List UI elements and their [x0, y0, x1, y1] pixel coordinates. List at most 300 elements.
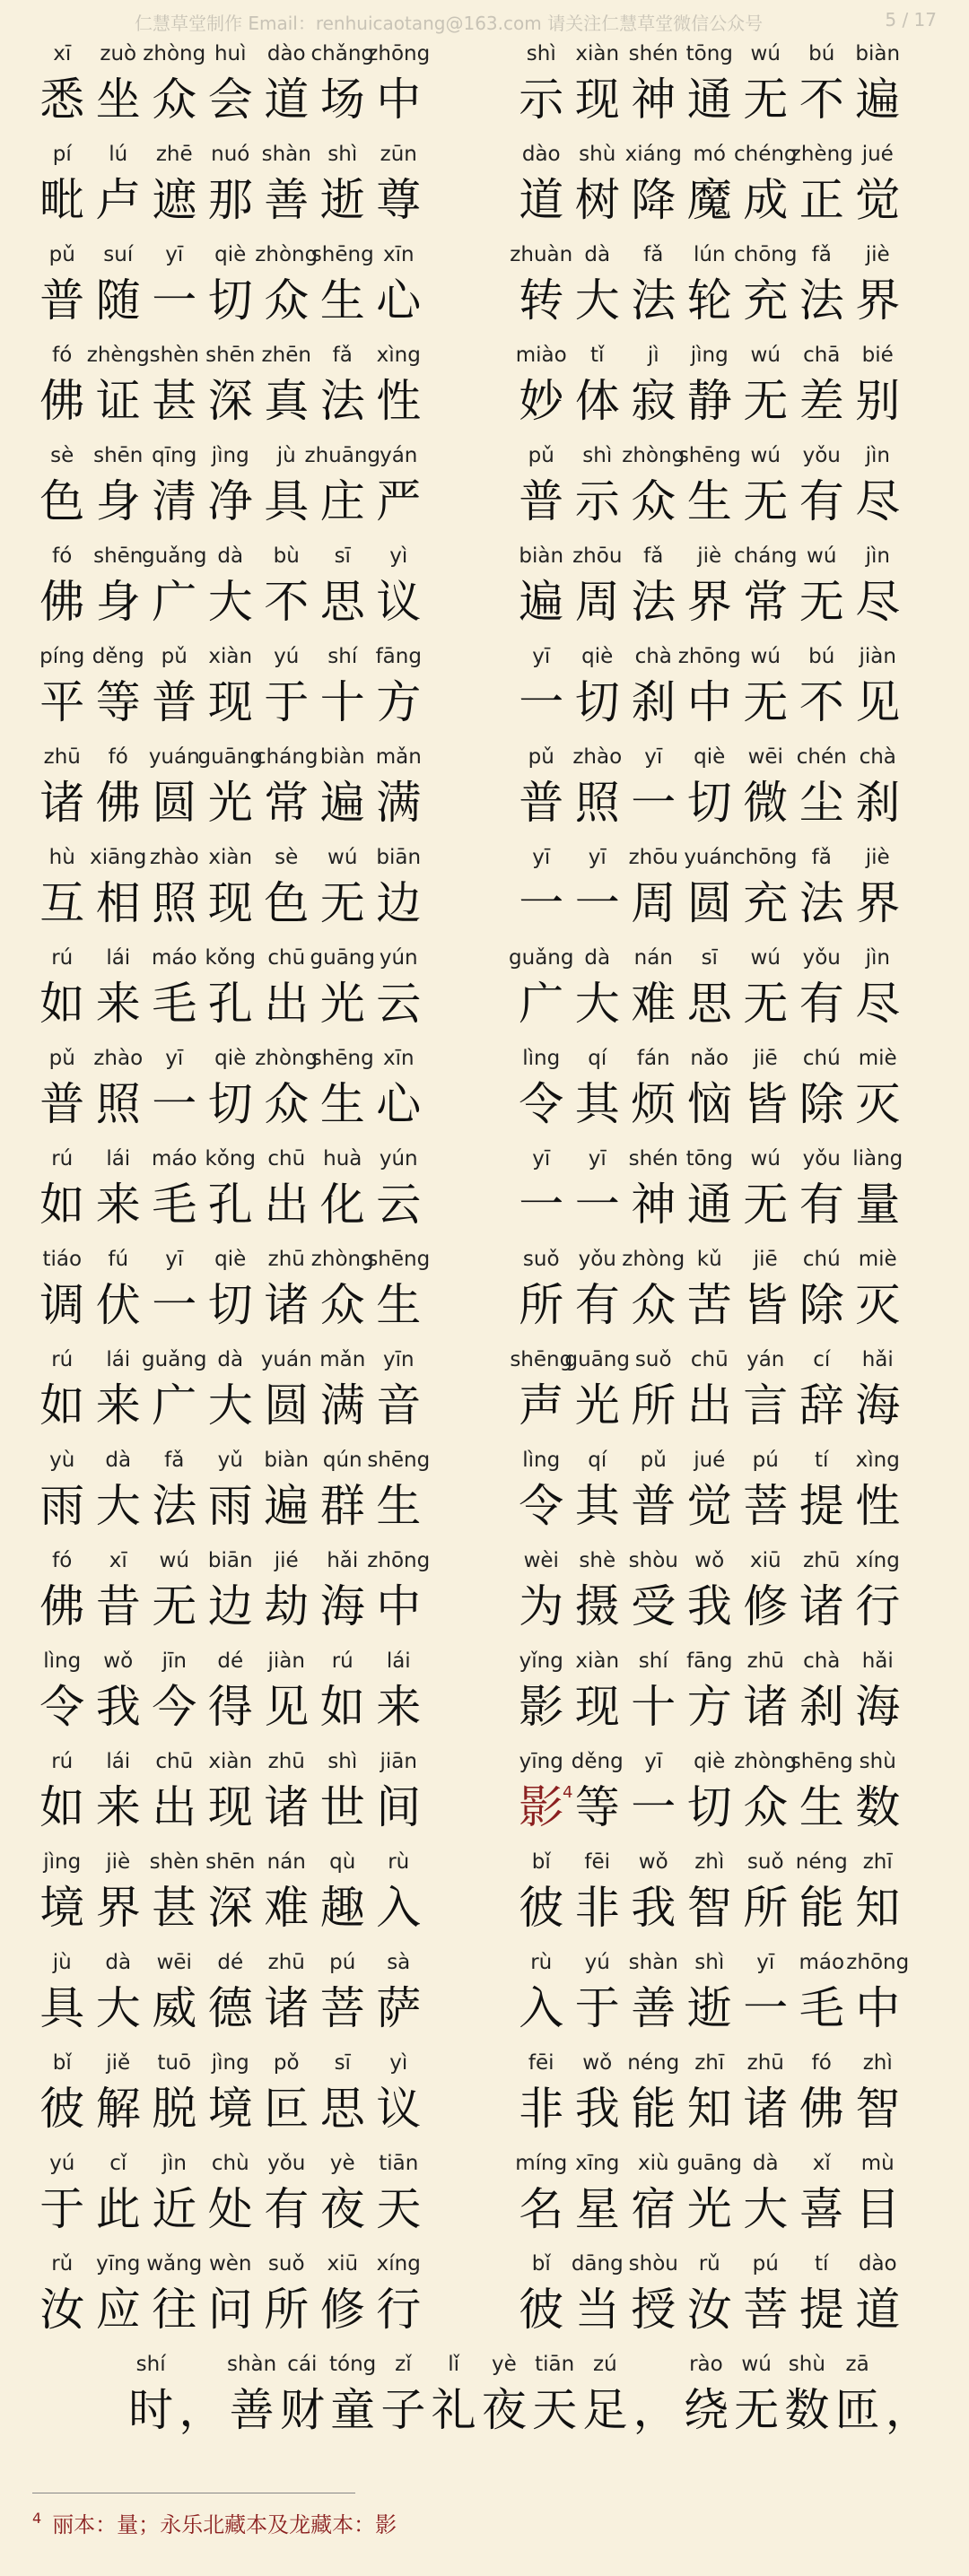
pinyin: xiū — [327, 2252, 359, 2276]
pinyin: shí — [327, 645, 358, 668]
ruby-cell — [794, 2045, 851, 2145]
ruby-cell — [682, 237, 738, 337]
pinyin: qiè — [694, 745, 726, 769]
ruby-cell — [203, 639, 259, 739]
footnote-ref: 4 — [563, 1783, 573, 1802]
pinyin: lǐ — [448, 2353, 460, 2376]
hanzi: 不 — [799, 676, 844, 728]
ruby-cell — [34, 1744, 91, 1844]
pinyin: yǔ — [217, 1449, 243, 1472]
pinyin: lái — [386, 1649, 411, 1673]
verse-line — [513, 438, 962, 538]
hanzi: 刹 — [631, 676, 677, 728]
pinyin: wú — [807, 544, 837, 568]
hanzi: 一 — [631, 1781, 677, 1833]
pinyin: pǒ — [273, 2051, 300, 2075]
ruby-cell — [143, 36, 206, 136]
pinyin: shí — [135, 2353, 166, 2376]
pinyin: guǎng — [509, 946, 574, 970]
ruby-cell — [371, 1844, 427, 1945]
ruby-cell — [371, 1040, 427, 1141]
pinyin: xiàn — [208, 1750, 253, 1773]
hanzi: 天 — [376, 2183, 422, 2235]
hanzi: 具 — [264, 475, 310, 527]
ruby-cell — [738, 1844, 794, 1945]
ruby-cell — [146, 1442, 203, 1543]
ruby-cell — [570, 1040, 626, 1141]
pinyin: qiè — [214, 243, 247, 266]
pinyin: biàn — [319, 745, 365, 769]
hanzi: 趣 — [319, 1882, 365, 1934]
hanzi: 普 — [631, 1480, 677, 1532]
ruby-cell — [682, 1744, 738, 1844]
pinyin: chū — [690, 1348, 729, 1371]
verse-line — [34, 2246, 483, 2346]
verse-line — [513, 1643, 962, 1744]
verse-line — [513, 36, 962, 136]
pinyin: zú — [593, 2353, 617, 2376]
pinyin: jiē — [753, 1047, 778, 1070]
hanzi: 海 — [319, 1580, 365, 1632]
ruby-cell — [738, 1945, 794, 2045]
hanzi: 深 — [207, 375, 253, 427]
ruby-cell — [794, 840, 851, 940]
pinyin: tōng — [685, 42, 733, 65]
hanzi: 一 — [743, 1982, 789, 2034]
ruby-cell — [91, 840, 147, 940]
hanzi: 来 — [95, 1781, 141, 1833]
hanzi: 于 — [574, 1982, 620, 2034]
ruby-cell — [34, 1241, 91, 1342]
ruby-cell — [682, 1241, 738, 1342]
ruby-cell — [34, 438, 91, 538]
ruby-cell — [513, 136, 570, 237]
pinyin: jié — [274, 1549, 299, 1572]
pinyin: chōng — [734, 846, 798, 869]
pinyin: wú — [750, 444, 781, 467]
pinyin: zhōu — [572, 544, 623, 568]
hanzi: 除 — [799, 1279, 844, 1331]
pinyin: wēi — [156, 1951, 192, 1974]
hanzi: 周 — [574, 576, 620, 628]
ruby-cell — [91, 1442, 147, 1543]
hanzi: 宿 — [631, 2183, 677, 2235]
hanzi: 生 — [319, 274, 365, 326]
ruby-cell — [850, 2045, 906, 2145]
pinyin: yī — [532, 645, 551, 668]
pinyin: chū — [155, 1750, 194, 1773]
hanzi: 昔 — [95, 1580, 141, 1632]
hanzi: ， — [885, 2384, 930, 2436]
ruby-cell — [625, 136, 682, 237]
ruby-cell — [315, 1543, 371, 1643]
ruby-cell — [570, 1241, 626, 1342]
ruby-cell — [203, 2246, 259, 2346]
ruby-cell — [227, 2346, 277, 2438]
hanzi: 佛 — [95, 777, 141, 829]
pinyin: suǒ — [267, 2252, 305, 2276]
ruby-cell — [682, 1040, 738, 1141]
hanzi: 皆 — [743, 1279, 789, 1331]
hanzi: 无 — [799, 576, 844, 628]
ruby-cell — [513, 1442, 570, 1543]
hanzi: 相 — [95, 877, 141, 929]
hanzi: 孔 — [207, 1179, 253, 1231]
hanzi: 目 — [855, 2183, 901, 2235]
hanzi: 众 — [264, 274, 310, 326]
hanzi: 今 — [152, 1681, 197, 1733]
ruby-cell — [315, 1342, 371, 1442]
ruby-cell — [203, 1040, 259, 1141]
hanzi: 天 — [532, 2384, 578, 2436]
hanzi: 彼 — [519, 2284, 564, 2336]
pinyin: yǒu — [578, 1248, 616, 1271]
ruby-cell — [203, 940, 259, 1040]
verse-line — [513, 1442, 962, 1543]
hanzi: 往 — [152, 2284, 197, 2336]
verse-line — [34, 2145, 483, 2246]
pinyin: qí — [588, 1047, 607, 1070]
hanzi: 正 — [799, 174, 844, 226]
pinyin: shēng — [310, 1047, 374, 1070]
ruby-cell — [315, 337, 371, 438]
hanzi: 大 — [95, 1480, 141, 1532]
pinyin: guǎng — [142, 544, 207, 568]
hanzi: 身 — [95, 576, 141, 628]
ruby-cell — [34, 739, 91, 840]
hanzi: 不 — [799, 74, 844, 126]
pinyin: chéng — [733, 143, 798, 166]
ruby-cell — [142, 538, 207, 639]
pinyin: zuò — [100, 42, 137, 65]
hanzi: 问 — [207, 2284, 253, 2336]
ruby-cell — [850, 438, 906, 538]
hanzi: 生 — [319, 1078, 365, 1130]
pinyin: guāng — [677, 2152, 742, 2175]
pinyin: shì — [526, 42, 556, 65]
ruby-cell — [794, 639, 851, 739]
ruby-cell — [203, 1442, 259, 1543]
hanzi: 除 — [799, 1078, 844, 1130]
hanzi: 妙 — [519, 375, 564, 427]
pinyin: shù — [579, 143, 616, 166]
pinyin: nǎo — [690, 1047, 729, 1070]
pinyin: fāng — [375, 645, 422, 668]
pinyin: hù — [48, 846, 75, 869]
ruby-cell — [146, 1543, 203, 1643]
ruby-cell — [738, 1141, 794, 1241]
pinyin: shàn — [261, 143, 311, 166]
hanzi: 无 — [743, 978, 789, 1030]
ruby-cell — [738, 940, 794, 1040]
pinyin: chà — [634, 645, 672, 668]
hanzi: 入 — [519, 1982, 564, 2034]
ruby-cell — [310, 940, 375, 1040]
ruby-cell — [91, 1040, 147, 1141]
pinyin: shì — [694, 1951, 725, 1974]
pinyin: shēng — [510, 1348, 573, 1371]
pinyin: nuó — [211, 143, 250, 166]
pinyin: xiū — [749, 1549, 781, 1572]
pinyin: wèn — [208, 2252, 252, 2276]
ruby-cell — [371, 1141, 427, 1241]
ruby-cell — [34, 337, 91, 438]
hanzi: 来 — [95, 1379, 141, 1432]
hanzi: 名 — [519, 2183, 564, 2235]
pinyin: miào — [515, 344, 567, 367]
pinyin: shí — [638, 1649, 668, 1673]
hanzi: 众 — [631, 475, 677, 527]
pinyin: suǒ — [522, 1248, 560, 1271]
ruby-cell — [146, 1241, 203, 1342]
ruby-cell — [34, 1945, 91, 2045]
hanzi: 诸 — [264, 1982, 310, 2034]
ruby-cell — [570, 840, 626, 940]
pinyin: xīng — [575, 2152, 620, 2175]
hanzi: 法 — [631, 576, 677, 628]
pinyin: shēn — [93, 544, 144, 568]
page-header — [0, 9, 969, 32]
pinyin: děng — [92, 645, 144, 668]
ruby-cell — [883, 2346, 933, 2438]
pinyin: shòu — [628, 2252, 678, 2276]
hanzi: 普 — [152, 676, 197, 728]
ruby-cell — [625, 840, 682, 940]
pinyin: yuán — [684, 846, 736, 869]
pinyin: yuán — [148, 745, 200, 769]
verse-line — [513, 1040, 962, 1141]
pinyin: biān — [376, 846, 422, 869]
ruby-cell — [34, 237, 91, 337]
ruby-cell — [625, 538, 682, 639]
hanzi: 充 — [743, 274, 789, 326]
hanzi: 众 — [319, 1279, 365, 1331]
ruby-cell — [310, 36, 374, 136]
hanzi: 所 — [743, 1882, 789, 1934]
hanzi: 毗 — [39, 174, 85, 226]
ruby-cell — [513, 2045, 570, 2145]
ruby-cell — [794, 1141, 851, 1241]
hanzi: 无 — [743, 74, 789, 126]
pinyin: mù — [860, 2152, 895, 2175]
ruby-cell — [34, 538, 91, 639]
pinyin: dào — [858, 2252, 897, 2276]
pinyin: yīn — [382, 1348, 415, 1371]
ruby-cell — [850, 2145, 906, 2246]
hanzi: 遍 — [519, 576, 564, 628]
hanzi: 烦 — [631, 1078, 677, 1130]
ruby-cell — [203, 1844, 259, 1945]
pinyin: zhū — [43, 745, 81, 769]
pinyin: zhòng — [143, 42, 206, 65]
pinyin: děng — [571, 1750, 624, 1773]
hanzi: 成 — [743, 174, 789, 226]
ruby-cell — [146, 940, 203, 1040]
hanzi: 边 — [207, 1580, 253, 1632]
ruby-cell — [564, 1342, 630, 1442]
ruby-cell — [738, 2045, 794, 2145]
hanzi: 生 — [686, 475, 732, 527]
pinyin: lái — [106, 1147, 131, 1171]
pinyin: zhòng — [255, 1047, 319, 1070]
hanzi: 照 — [152, 877, 197, 929]
hanzi: 来 — [95, 1179, 141, 1231]
hanzi: 生 — [376, 1480, 422, 1532]
pinyin: shēng — [790, 1750, 853, 1773]
hanzi: 毛 — [799, 1982, 844, 2034]
hanzi: 应 — [95, 2284, 141, 2336]
hanzi: 互 — [39, 877, 85, 929]
pinyin: dà — [584, 243, 611, 266]
pinyin: huà — [323, 1147, 362, 1171]
pinyin: nán — [633, 946, 673, 970]
ruby-cell — [146, 840, 203, 940]
hanzi: 一 — [152, 1078, 197, 1130]
pinyin: yī — [644, 1750, 663, 1773]
ruby-cell — [429, 2346, 479, 2438]
pinyin: bǐ — [531, 1850, 551, 1874]
hanzi: 令 — [519, 1480, 564, 1532]
pinyin: yǒu — [802, 1147, 841, 1171]
pinyin: rú — [51, 1348, 74, 1371]
pinyin: máo — [151, 1147, 197, 1171]
pinyin: xiàn — [575, 1649, 620, 1673]
pinyin: jiē — [753, 1248, 778, 1271]
pinyin: wú — [750, 946, 781, 970]
pinyin: dé — [217, 1951, 244, 1974]
verse-line — [34, 1543, 483, 1643]
ruby-cell — [850, 2246, 906, 2346]
hanzi: 量 — [855, 1179, 901, 1231]
pinyin: jué — [694, 1449, 726, 1472]
hanzi: 诸 — [743, 2083, 789, 2135]
ruby-cell — [34, 1543, 91, 1643]
pinyin: xīn — [382, 1047, 415, 1070]
ruby-cell — [734, 237, 798, 337]
ruby-cell — [794, 538, 851, 639]
ruby-cell — [315, 1442, 371, 1543]
ruby-cell — [258, 2145, 315, 2246]
ruby-cell — [203, 1643, 259, 1744]
pinyin: wǒ — [103, 1649, 134, 1673]
pinyin: fó — [52, 1549, 73, 1572]
pinyin: rù — [388, 1850, 410, 1874]
ruby-cell — [731, 2346, 781, 2438]
hanzi: 常 — [264, 777, 310, 829]
ruby-cell — [34, 1643, 91, 1744]
footnote-mark: 4 — [32, 2510, 42, 2527]
ruby-cell — [315, 1744, 371, 1844]
hanzi: 有 — [799, 978, 844, 1030]
ruby-cell — [794, 739, 851, 840]
hanzi: 等 — [95, 676, 141, 728]
pinyin: yī — [532, 1147, 551, 1171]
hanzi: 知 — [855, 1882, 901, 1934]
ruby-cell — [371, 1643, 427, 1744]
pinyin: pǔ — [640, 1449, 667, 1472]
hanzi: 叵 — [264, 2083, 310, 2135]
hanzi: 行 — [855, 1580, 901, 1632]
ruby-cell — [570, 1945, 626, 2045]
closing-prose-line — [126, 2346, 933, 2438]
ruby-cell — [367, 36, 431, 136]
ruby-cell — [625, 940, 682, 1040]
ruby-cell — [203, 438, 259, 538]
footnote — [32, 2507, 397, 2538]
hanzi: 汝 — [39, 2284, 85, 2336]
hanzi: 十 — [319, 676, 365, 728]
pinyin: guāng — [564, 1348, 630, 1371]
pinyin: dé — [217, 1649, 244, 1673]
hanzi: 广 — [519, 978, 564, 1030]
hanzi: 树 — [574, 174, 620, 226]
ruby-cell — [91, 1945, 147, 2045]
hanzi: 刹 — [855, 777, 901, 829]
ruby-cell — [371, 739, 427, 840]
pinyin: pǔ — [161, 645, 188, 668]
hanzi: 受 — [631, 1580, 677, 1632]
pinyin: wú — [327, 846, 358, 869]
hanzi: 尽 — [855, 475, 901, 527]
verse-line — [513, 1241, 962, 1342]
ruby-cell — [34, 2246, 91, 2346]
ruby-cell — [255, 237, 319, 337]
pinyin: fǎ — [643, 243, 664, 266]
hanzi: 道 — [855, 2284, 901, 2336]
hanzi: 圆 — [152, 777, 197, 829]
hanzi: 辞 — [799, 1379, 844, 1432]
verse-line — [34, 1945, 483, 2045]
pinyin: chū — [267, 946, 306, 970]
ruby-cell — [622, 1241, 685, 1342]
ruby-cell — [794, 1241, 851, 1342]
hanzi: 来 — [376, 1681, 422, 1733]
hanzi: 夜 — [319, 2183, 365, 2235]
pinyin: xǐ — [812, 2152, 831, 2175]
pinyin: tuō — [157, 2051, 192, 2075]
pinyin: xī — [109, 1549, 127, 1572]
ruby-cell — [34, 840, 91, 940]
verse-line — [34, 1241, 483, 1342]
ruby-cell — [677, 639, 741, 739]
header-credit: 仁慧草堂制作 Email：renhuicaotang@163.com 请关注仁慧草堂微信公众号 — [135, 13, 764, 34]
pinyin: dào — [266, 42, 306, 65]
pinyin: rào — [689, 2353, 723, 2376]
pinyin: wú — [741, 2353, 772, 2376]
ruby-cell — [625, 739, 682, 840]
pinyin: sè — [50, 444, 74, 467]
pinyin: zǐ — [395, 2353, 412, 2376]
hanzi: 坐 — [95, 74, 141, 126]
pinyin: mǎn — [319, 1348, 366, 1371]
ruby-cell — [258, 1844, 315, 1945]
pinyin: yán — [380, 444, 418, 467]
hanzi: 常 — [743, 576, 789, 628]
pinyin: jiè — [106, 1850, 131, 1874]
ruby-cell — [734, 1744, 798, 1844]
hanzi: 数 — [855, 1781, 901, 1833]
pinyin: jù — [52, 1951, 72, 1974]
pinyin: xíng — [376, 2252, 421, 2276]
pinyin: tóng — [328, 2353, 377, 2376]
ruby-cell — [794, 438, 851, 538]
hanzi: 我 — [95, 1681, 141, 1733]
ruby-cell — [91, 1241, 147, 1342]
ruby-cell — [625, 1844, 682, 1945]
pinyin: chǎng — [310, 42, 374, 65]
ruby-cell — [738, 36, 794, 136]
pinyin: jìn — [865, 444, 890, 467]
